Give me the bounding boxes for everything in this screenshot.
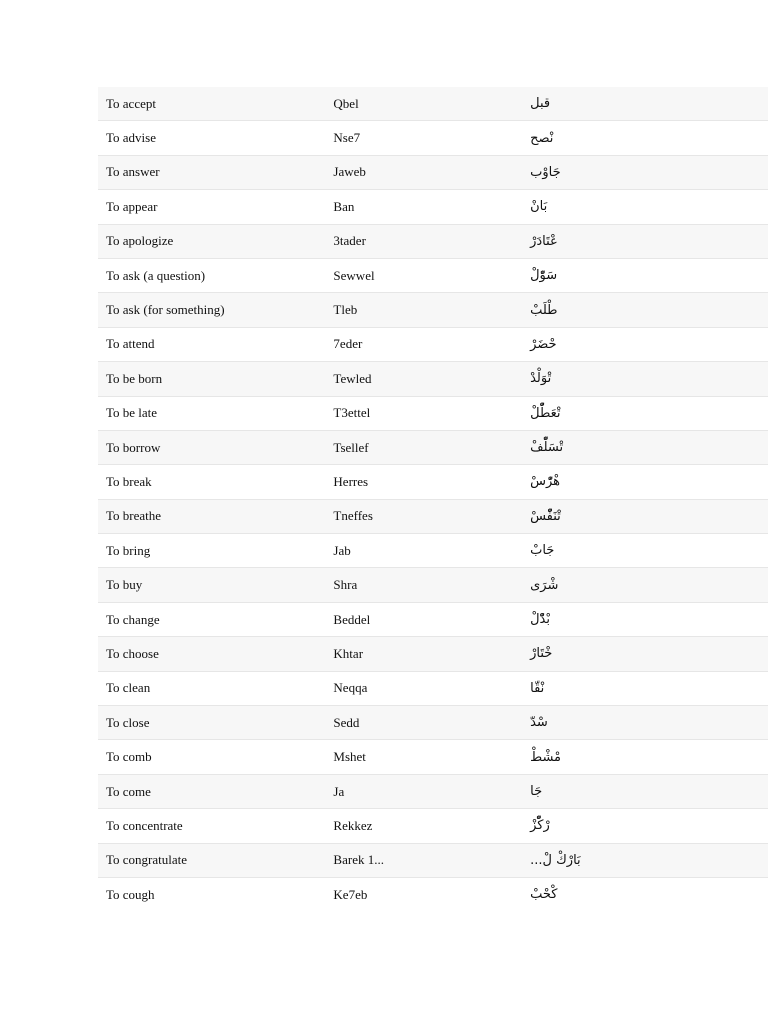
arabic-verb-text: سْدّ: [530, 715, 548, 731]
arabic-verb-text: مْشْطْ: [530, 749, 562, 765]
english-verb-cell: To ask (for something): [98, 293, 325, 327]
table-row: [98, 258, 768, 292]
english-verb-cell: To cough: [106, 886, 155, 902]
arabic-verb-cell: [522, 121, 768, 155]
transliteration-cell: Tsellef: [325, 430, 522, 464]
arabic-verb-text: نْقّا: [530, 680, 545, 696]
vocabulary-table: [98, 87, 768, 911]
arabic-verb-cell: [522, 671, 768, 705]
transliteration-cell: Sedd: [325, 706, 522, 740]
table-row: [98, 190, 768, 224]
arabic-verb-cell: [522, 362, 768, 396]
arabic-verb-text: تْعَطّْلْ: [530, 405, 561, 421]
transliteration-cell: Barek 1...: [325, 843, 522, 877]
table-row: [98, 740, 768, 774]
arabic-verb-text: بَانْ: [530, 199, 548, 215]
transliteration-cell: Jaweb: [325, 155, 522, 189]
arabic-verb-cell: [522, 499, 768, 533]
arabic-verb-text: جَاوْب: [530, 164, 561, 180]
transliteration-cell: 7eder: [325, 327, 522, 361]
table-row: [98, 224, 768, 258]
arabic-verb-text: عْتَادَرْ: [530, 233, 558, 249]
arabic-verb-text: بْدّْلْ: [530, 612, 550, 628]
table-row: [98, 843, 768, 877]
english-verb-cell: To change: [98, 602, 325, 636]
arabic-verb-cell: [522, 293, 768, 327]
arabic-verb-cell: [522, 534, 768, 568]
english-verb-cell: To be late: [98, 396, 325, 430]
table-row: [98, 568, 768, 602]
arabic-verb-cell: [522, 465, 768, 499]
table-row: [98, 327, 768, 361]
arabic-verb-cell: [522, 396, 768, 430]
transliteration-cell: Ban: [325, 190, 522, 224]
english-verb-cell: To comb: [98, 740, 325, 774]
arabic-verb-text: سَوّْلْ: [530, 268, 558, 284]
arabic-verb-text: بَارْكْ لْ...: [530, 852, 581, 868]
transliteration-cell: Sewwel: [325, 258, 522, 292]
arabic-verb-cell: [522, 843, 768, 877]
table-row: [98, 396, 768, 430]
english-verb-cell: To be born: [98, 362, 325, 396]
english-verb-cell: To break: [98, 465, 325, 499]
transliteration-cell: Tleb: [325, 293, 522, 327]
transliteration-cell: Ja: [325, 774, 522, 808]
transliteration-cell: Tewled: [325, 362, 522, 396]
arabic-verb-text: تْسَلّْفْ: [530, 440, 564, 456]
arabic-verb-cell: [522, 224, 768, 258]
english-verb-cell: To ask (a question): [98, 258, 325, 292]
arabic-verb-text: طْلَبْ: [530, 302, 558, 318]
arabic-verb-cell: [522, 637, 768, 671]
english-verb-cell: To buy: [98, 568, 325, 602]
arabic-verb-text: كْحْبْ: [530, 887, 558, 903]
english-verb-cell: To concentrate: [98, 809, 325, 843]
arabic-verb-text: هْرّْسْ: [530, 474, 561, 490]
english-verb-cell: To breathe: [98, 499, 325, 533]
arabic-verb-cell: [522, 258, 768, 292]
english-verb-cell: To clean: [98, 671, 325, 705]
table-row: [98, 809, 768, 843]
table-row: [98, 293, 768, 327]
arabic-verb-cell: [522, 568, 768, 602]
table-row: [98, 87, 768, 121]
transliteration-cell: Shra: [325, 568, 522, 602]
english-verb-cell: To close: [98, 706, 325, 740]
english-verb-cell: To borrow: [98, 430, 325, 464]
arabic-verb-text: تْنَفّْسْ: [530, 508, 561, 524]
arabic-verb-cell: [522, 774, 768, 808]
transliteration-cell: Jab: [325, 534, 522, 568]
table-row: [98, 430, 768, 464]
english-verb-cell: To choose: [98, 637, 325, 671]
english-verb-cell: To bring: [98, 534, 325, 568]
arabic-verb-text: جَا: [530, 784, 543, 799]
arabic-verb-text: تْوَلْدْ: [530, 371, 552, 387]
transliteration-cell: Tneffes: [325, 499, 522, 533]
transliteration-cell: 3tader: [325, 224, 522, 258]
table-row: [98, 637, 768, 671]
transliteration-cell: Khtar: [325, 637, 522, 671]
arabic-verb-text: حْضَرْ: [530, 336, 557, 352]
transliteration-cell: T3ettel: [325, 396, 522, 430]
arabic-verb-cell: [522, 327, 768, 361]
table-row: [98, 877, 768, 911]
transliteration-cell: Rekkez: [325, 809, 522, 843]
arabic-verb-cell: [522, 602, 768, 636]
transliteration-cell: Beddel: [325, 602, 522, 636]
arabic-verb-text: شْرَى: [530, 577, 559, 593]
arabic-verb-cell: [522, 190, 768, 224]
arabic-verb-cell: [522, 430, 768, 464]
arabic-verb-text: خْتَارْ: [530, 646, 553, 662]
table-row: [98, 706, 768, 740]
transliteration-cell: Neqqa: [325, 671, 522, 705]
english-verb-cell: To congratulate: [98, 843, 325, 877]
arabic-verb-text: قبل: [530, 96, 551, 112]
table-row: [98, 499, 768, 533]
arabic-verb-text: جَابْ: [530, 543, 555, 559]
english-verb-cell: To accept: [98, 87, 325, 121]
english-verb-cell: To answer: [98, 155, 325, 189]
english-verb-cell: To attend: [98, 327, 325, 361]
arabic-verb-cell: [522, 87, 768, 121]
table-row: [98, 671, 768, 705]
transliteration-cell: Ke7eb: [333, 886, 368, 902]
table-row: [98, 155, 768, 189]
table-row: [98, 121, 768, 155]
english-verb-cell: To appear: [98, 190, 325, 224]
english-verb-cell: To apologize: [98, 224, 325, 258]
transliteration-cell: Nse7: [325, 121, 522, 155]
arabic-verb-cell: [522, 877, 768, 911]
table-row: [98, 362, 768, 396]
arabic-verb-cell: [522, 706, 768, 740]
english-verb-cell: To come: [98, 774, 325, 808]
table-row: [98, 602, 768, 636]
arabic-verb-text: رْكّْزْ: [530, 818, 550, 834]
transliteration-cell: Herres: [325, 465, 522, 499]
transliteration-cell: Qbel: [325, 87, 522, 121]
arabic-verb-cell: [522, 809, 768, 843]
transliteration-cell: Mshet: [325, 740, 522, 774]
arabic-verb-cell: [522, 740, 768, 774]
vocabulary-table-body: [98, 87, 768, 911]
arabic-verb-text: نْصح: [530, 130, 554, 146]
table-row: [98, 534, 768, 568]
english-verb-cell: To advise: [98, 121, 325, 155]
table-row: [98, 465, 768, 499]
arabic-verb-cell: [522, 155, 768, 189]
table-row: [98, 774, 768, 808]
